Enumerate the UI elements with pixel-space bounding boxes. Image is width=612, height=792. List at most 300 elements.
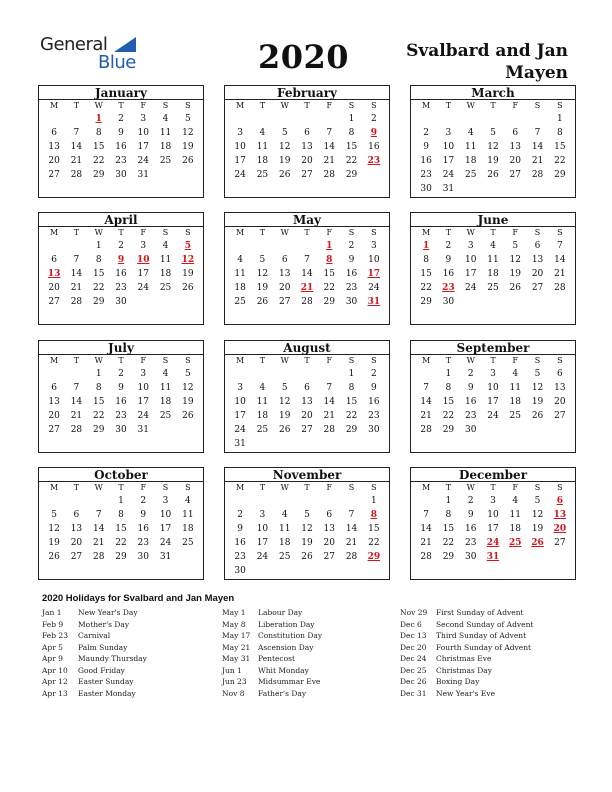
day-cell: 25 <box>159 156 172 166</box>
day-cell: 19 <box>301 538 313 548</box>
day-cell: 25 <box>256 425 269 435</box>
logo-triangle-icon <box>114 37 136 52</box>
day-cell: 11 <box>278 524 291 534</box>
holiday-name: Easter Monday <box>78 688 136 698</box>
week-row <box>411 253 575 267</box>
week-row <box>225 564 389 578</box>
day-cell: 26 <box>182 411 194 421</box>
week-row <box>225 367 389 381</box>
day-cell: 11 <box>256 142 269 152</box>
day-cell: 18 <box>159 142 172 152</box>
day-cell: 31 <box>442 184 455 194</box>
day-cell: 17 <box>464 269 477 279</box>
day-cell: 8 <box>445 510 452 520</box>
day-cell: 16 <box>115 269 127 279</box>
empty-day-cell <box>274 494 296 508</box>
day-cell: 31 <box>234 439 246 449</box>
empty-day-cell <box>229 494 251 508</box>
week-row <box>225 437 389 451</box>
day-cell: 12 <box>301 524 313 534</box>
day-cell: 20 <box>553 524 567 534</box>
day-cell: 11 <box>487 255 499 265</box>
empty-day-cell <box>482 423 504 437</box>
day-cell: 3 <box>162 496 169 506</box>
day-cell: 30 <box>115 170 127 180</box>
empty-day-cell <box>318 437 340 451</box>
day-cell: 21 <box>70 156 83 166</box>
day-cell: 9 <box>467 383 474 393</box>
empty-day-cell <box>504 423 526 437</box>
day-cell: 4 <box>512 496 519 506</box>
empty-day-cell <box>296 494 318 508</box>
empty-day-cell <box>318 494 340 508</box>
month-calendar <box>410 340 576 453</box>
day-cell: 4 <box>512 369 519 379</box>
weekday-label: S <box>162 228 169 237</box>
day-cell: 8 <box>445 383 452 393</box>
day-cell: 5 <box>490 128 496 138</box>
day-cell: 27 <box>531 283 544 293</box>
day-cell: 24 <box>137 156 149 166</box>
day-cell: 10 <box>442 142 455 152</box>
day-cell: 6 <box>556 496 563 506</box>
day-cell: 22 <box>420 283 432 293</box>
day-cell: 2 <box>118 114 124 124</box>
day-cell: 20 <box>48 156 60 166</box>
empty-day-cell <box>340 494 362 508</box>
day-cell: 13 <box>554 383 566 393</box>
day-cell: 18 <box>234 283 246 293</box>
weekday-label: T <box>73 228 80 237</box>
day-cell: 9 <box>118 128 124 138</box>
empty-day-cell <box>504 550 526 564</box>
week-row <box>225 381 389 395</box>
day-cell: 16 <box>442 269 455 279</box>
empty-day-cell <box>274 112 296 126</box>
month-name: March <box>411 86 575 100</box>
day-cell: 10 <box>234 397 246 407</box>
day-cell: 20 <box>70 538 83 548</box>
weekday-label: S <box>534 228 541 237</box>
month-name: October <box>39 468 203 482</box>
day-cell: 6 <box>51 255 57 265</box>
weekday-label: M <box>50 101 59 110</box>
day-cell: 14 <box>70 142 83 152</box>
day-cell: 8 <box>95 255 102 265</box>
weekday-label: T <box>445 101 452 110</box>
day-cell: 18 <box>487 269 499 279</box>
day-cell: 13 <box>301 142 313 152</box>
day-cell: 7 <box>326 128 333 138</box>
day-cell: 19 <box>48 538 60 548</box>
day-cell: 6 <box>556 369 563 379</box>
day-cell: 15 <box>442 524 455 534</box>
empty-day-cell <box>482 295 504 309</box>
holiday-date: Jun 23 <box>222 677 247 686</box>
day-cell: 16 <box>137 524 149 534</box>
day-cell: 6 <box>51 128 57 138</box>
weekday-label: F <box>140 228 147 237</box>
day-cell: 31 <box>486 552 500 562</box>
day-cell: 18 <box>278 538 291 548</box>
empty-day-cell <box>177 295 199 309</box>
holiday-name: Constitution Day <box>258 631 323 640</box>
weekday-header-row <box>225 100 389 112</box>
weekday-label: M <box>236 356 245 365</box>
holiday-date: Apr 9 <box>42 654 63 663</box>
week-row <box>39 239 203 253</box>
day-cell: 3 <box>490 369 496 379</box>
day-cell: 10 <box>487 510 499 520</box>
day-cell: 3 <box>237 128 243 138</box>
empty-day-cell <box>526 112 548 126</box>
holiday-item <box>222 653 400 665</box>
week-row <box>411 423 575 437</box>
day-cell: 21 <box>323 156 335 166</box>
empty-day-cell <box>229 239 251 253</box>
day-cell: 22 <box>115 538 127 548</box>
day-cell: 7 <box>73 255 80 265</box>
holiday-name: Liberation Day <box>258 619 315 629</box>
empty-day-cell <box>549 182 571 196</box>
holiday-name: Whit Monday <box>258 665 309 675</box>
day-cell: 3 <box>445 128 452 138</box>
day-cell: 19 <box>182 142 194 152</box>
holiday-name: Mother's Day <box>78 619 130 629</box>
week-row <box>225 494 389 508</box>
logo-text-blue: Blue <box>98 52 136 73</box>
day-cell: 21 <box>420 538 432 548</box>
day-cell: 10 <box>137 255 150 265</box>
empty-day-cell <box>88 494 110 508</box>
weekday-label: S <box>557 356 563 365</box>
weekday-label: W <box>280 228 289 237</box>
day-cell: 22 <box>323 283 335 293</box>
day-cell: 30 <box>442 297 455 307</box>
day-cell: 23 <box>420 170 432 180</box>
empty-day-cell <box>274 367 296 381</box>
weekday-label: M <box>422 101 431 110</box>
day-cell: 2 <box>423 128 429 138</box>
empty-day-cell <box>363 564 385 578</box>
day-cell: 20 <box>301 411 313 421</box>
day-cell: 28 <box>323 170 335 180</box>
weekday-label: S <box>348 228 355 237</box>
holiday-item <box>222 688 400 700</box>
day-cell: 30 <box>115 425 127 435</box>
weekday-label: W <box>280 101 289 110</box>
empty-day-cell <box>274 239 296 253</box>
day-cell: 2 <box>118 241 124 251</box>
holiday-date: Feb 23 <box>42 631 68 640</box>
weekday-header-row <box>225 227 389 239</box>
day-cell: 27 <box>554 411 566 421</box>
day-cell: 2 <box>445 241 452 251</box>
day-cell: 12 <box>48 524 60 534</box>
day-cell: 12 <box>531 383 544 393</box>
day-cell: 23 <box>234 552 246 562</box>
week-row <box>225 409 389 423</box>
weekday-label: S <box>348 101 355 110</box>
day-cell: 26 <box>531 538 544 548</box>
holiday-date: Dec 20 <box>400 642 427 652</box>
week-row <box>411 395 575 409</box>
day-cell: 9 <box>370 383 377 393</box>
holiday-name: New Year's Eve <box>436 688 496 698</box>
weekday-label: T <box>118 228 124 237</box>
holiday-item <box>400 630 578 642</box>
holiday-item <box>400 619 578 631</box>
week-row <box>225 395 389 409</box>
holiday-item <box>42 665 220 677</box>
empty-day-cell <box>251 437 273 451</box>
weekday-label: W <box>94 228 103 237</box>
weekday-label: F <box>326 356 333 365</box>
weekday-label: F <box>512 228 519 237</box>
weekday-header-row <box>411 227 575 239</box>
day-cell: 29 <box>115 552 127 562</box>
day-cell: 11 <box>159 383 172 393</box>
weekday-label: T <box>304 101 310 110</box>
weekday-label: S <box>557 228 563 237</box>
week-row <box>39 140 203 154</box>
day-cell: 22 <box>554 156 566 166</box>
day-cell: 8 <box>370 510 377 520</box>
page-header <box>0 0 612 88</box>
day-cell: 6 <box>534 241 541 251</box>
weekday-label: M <box>422 356 431 365</box>
weekday-label: W <box>94 356 103 365</box>
weekday-label: T <box>259 101 266 110</box>
weekday-label: F <box>512 101 519 110</box>
day-cell: 7 <box>95 510 102 520</box>
holiday-name: Maundy Thursday <box>78 654 147 663</box>
empty-day-cell <box>504 182 526 196</box>
day-cell: 15 <box>92 142 105 152</box>
empty-day-cell <box>229 112 251 126</box>
day-cell: 29 <box>367 552 381 562</box>
weekday-label: T <box>445 483 452 492</box>
weekday-label: S <box>371 356 377 365</box>
day-cell: 27 <box>301 425 313 435</box>
day-cell: 11 <box>182 510 194 520</box>
day-cell: 30 <box>115 297 127 307</box>
day-cell: 1 <box>423 241 430 251</box>
weekday-label: S <box>534 101 541 110</box>
empty-day-cell <box>274 564 296 578</box>
day-cell: 24 <box>234 170 246 180</box>
weekday-label: F <box>140 483 147 492</box>
empty-day-cell <box>363 168 385 182</box>
day-cell: 5 <box>184 241 191 251</box>
holiday-item <box>42 619 220 631</box>
day-cell: 29 <box>92 425 105 435</box>
day-cell: 28 <box>323 425 335 435</box>
weekday-label: M <box>236 228 245 237</box>
empty-day-cell <box>318 112 340 126</box>
day-cell: 19 <box>278 156 291 166</box>
day-cell: 30 <box>234 566 246 576</box>
empty-day-cell <box>154 295 176 309</box>
day-cell: 23 <box>464 411 477 421</box>
day-cell: 5 <box>281 383 288 393</box>
day-cell: 26 <box>509 283 521 293</box>
empty-day-cell <box>437 112 459 126</box>
empty-day-cell <box>340 437 362 451</box>
region-title: Svalbard and Jan Mayen <box>406 41 568 83</box>
holiday-name: Second Sunday of Advent <box>436 619 534 629</box>
empty-day-cell <box>526 295 548 309</box>
day-cell: 3 <box>467 241 474 251</box>
empty-day-cell <box>251 367 273 381</box>
day-cell: 26 <box>531 411 544 421</box>
holiday-name: Palm Sunday <box>78 642 128 652</box>
day-cell: 18 <box>159 397 172 407</box>
day-cell: 24 <box>159 538 172 548</box>
day-cell: 18 <box>509 397 521 407</box>
week-row <box>39 367 203 381</box>
day-cell: 14 <box>92 524 105 534</box>
day-cell: 1 <box>370 496 377 506</box>
day-cell: 19 <box>487 156 499 166</box>
day-cell: 16 <box>345 269 358 279</box>
week-row <box>39 395 203 409</box>
day-cell: 11 <box>234 269 246 279</box>
day-cell: 3 <box>140 114 147 124</box>
day-cell: 26 <box>182 156 194 166</box>
weekday-label: M <box>50 356 59 365</box>
day-cell: 6 <box>304 383 310 393</box>
holiday-name: Labour Day <box>258 608 303 617</box>
day-cell: 1 <box>348 369 355 379</box>
day-cell: 11 <box>509 510 521 520</box>
week-row <box>411 508 575 522</box>
holiday-date: Nov 29 <box>400 608 428 617</box>
holiday-item <box>42 630 220 642</box>
day-cell: 7 <box>423 383 429 393</box>
holiday-name: Good Friday <box>78 665 125 675</box>
holiday-item <box>222 607 400 619</box>
day-cell: 27 <box>301 170 313 180</box>
day-cell: 7 <box>534 128 541 138</box>
day-cell: 26 <box>301 552 313 562</box>
holiday-date: Apr 13 <box>42 688 68 698</box>
week-row <box>411 550 575 564</box>
day-cell: 12 <box>181 255 195 265</box>
weekday-label: T <box>118 483 124 492</box>
empty-day-cell <box>251 564 273 578</box>
day-cell: 4 <box>467 128 474 138</box>
day-cell: 29 <box>92 297 105 307</box>
empty-day-cell <box>340 564 362 578</box>
day-cell: 12 <box>509 255 521 265</box>
empty-day-cell <box>526 182 548 196</box>
day-cell: 9 <box>467 510 474 520</box>
holiday-item <box>400 653 578 665</box>
month-name: July <box>39 341 203 355</box>
day-cell: 19 <box>182 269 194 279</box>
holiday-item <box>222 642 400 654</box>
day-cell: 10 <box>159 510 172 520</box>
holiday-item <box>222 676 400 688</box>
day-cell: 13 <box>47 269 61 279</box>
day-cell: 31 <box>137 170 149 180</box>
day-cell: 18 <box>256 411 269 421</box>
week-row <box>225 239 389 253</box>
weekday-label: M <box>236 483 245 492</box>
day-cell: 22 <box>442 411 455 421</box>
day-cell: 14 <box>420 397 432 407</box>
day-cell: 10 <box>368 255 380 265</box>
holiday-date: Dec 31 <box>400 688 427 698</box>
weekday-label: T <box>304 228 310 237</box>
weekday-label: M <box>50 228 59 237</box>
week-row <box>411 367 575 381</box>
day-cell: 24 <box>234 425 246 435</box>
day-cell: 29 <box>442 425 455 435</box>
day-cell: 14 <box>70 269 83 279</box>
day-cell: 31 <box>137 425 149 435</box>
day-cell: 12 <box>531 510 544 520</box>
day-cell: 12 <box>256 269 269 279</box>
month-name: December <box>411 468 575 482</box>
day-cell: 5 <box>534 369 541 379</box>
day-cell: 23 <box>115 411 127 421</box>
day-cell: 15 <box>368 524 380 534</box>
day-cell: 23 <box>115 283 127 293</box>
holiday-item <box>42 607 220 619</box>
day-cell: 11 <box>159 255 172 265</box>
day-cell: 9 <box>140 510 147 520</box>
day-cell: 19 <box>509 269 521 279</box>
week-row <box>411 267 575 281</box>
day-cell: 12 <box>182 383 194 393</box>
empty-day-cell <box>526 550 548 564</box>
day-cell: 26 <box>256 297 269 307</box>
holiday-item <box>222 665 400 677</box>
empty-day-cell <box>274 437 296 451</box>
month-calendar <box>38 340 204 453</box>
day-cell: 6 <box>304 128 310 138</box>
day-cell: 13 <box>301 397 313 407</box>
day-cell: 22 <box>345 411 358 421</box>
weekday-header-row <box>225 482 389 494</box>
day-cell: 26 <box>278 425 291 435</box>
day-cell: 1 <box>445 496 452 506</box>
empty-day-cell <box>460 295 482 309</box>
weekday-label: T <box>259 483 266 492</box>
day-cell: 25 <box>509 411 521 421</box>
day-cell: 5 <box>51 510 57 520</box>
day-cell: 21 <box>92 538 105 548</box>
week-row <box>39 550 203 564</box>
weekday-label: S <box>371 101 377 110</box>
empty-day-cell <box>482 112 504 126</box>
day-cell: 14 <box>345 524 358 534</box>
day-cell: 28 <box>420 552 432 562</box>
empty-day-cell <box>296 437 318 451</box>
holiday-item <box>400 676 578 688</box>
day-cell: 21 <box>420 411 432 421</box>
empty-day-cell <box>177 550 199 564</box>
day-cell: 16 <box>368 397 380 407</box>
day-cell: 22 <box>92 411 105 421</box>
day-cell: 28 <box>554 283 566 293</box>
empty-day-cell <box>318 564 340 578</box>
day-cell: 20 <box>554 397 566 407</box>
weekday-label: S <box>348 356 355 365</box>
day-cell: 15 <box>442 397 455 407</box>
